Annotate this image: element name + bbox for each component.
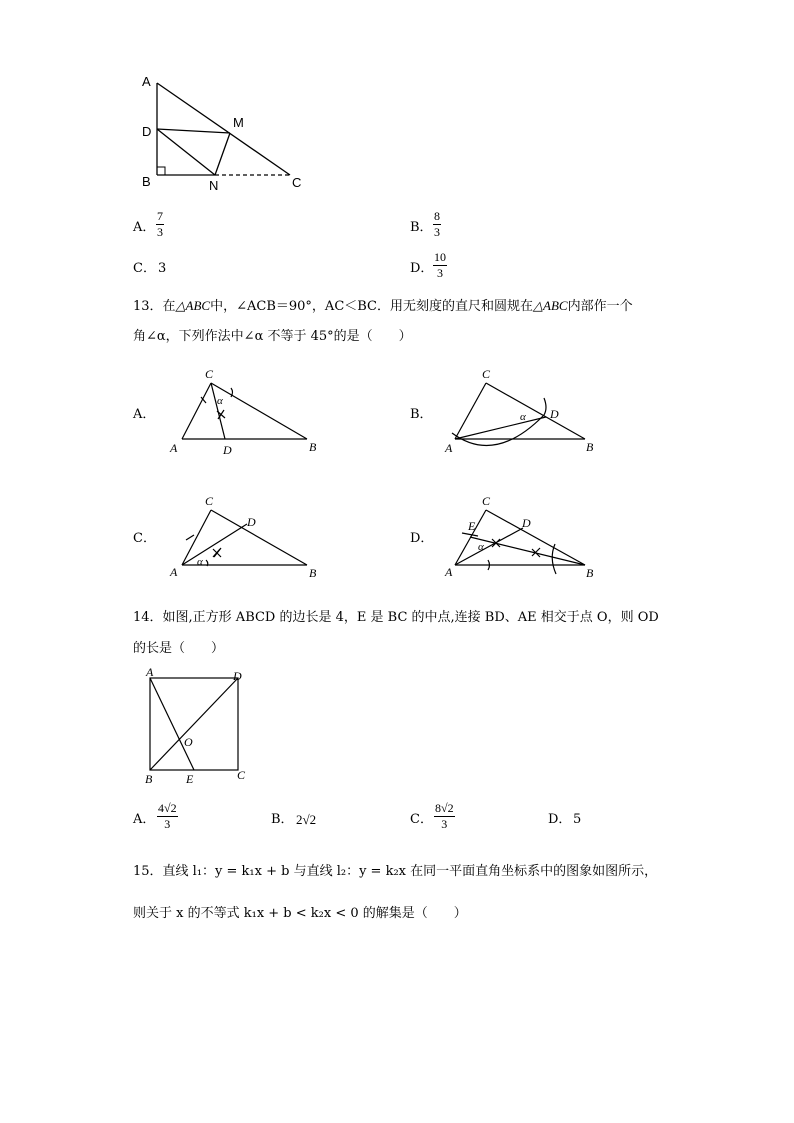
label-O: O <box>184 735 193 749</box>
q12-label-A: A <box>142 74 151 89</box>
q15-stem-line2: 则关于 x 的不等式 k₁x + b < k₂x < 0 的解集是（ ） <box>133 906 467 921</box>
q14-option-C-letter: C． <box>410 812 433 827</box>
q13-figure-D <box>440 494 610 584</box>
q12-option-B-fraction <box>433 210 441 239</box>
q12-option-A-fraction <box>156 210 164 239</box>
q13-figure-B <box>440 367 610 460</box>
cross-mark <box>217 410 225 419</box>
side-CB <box>211 383 307 439</box>
label-E: E <box>468 519 476 533</box>
label-C: C <box>482 367 491 381</box>
label-D: D <box>233 669 242 683</box>
label-A: A <box>445 441 453 455</box>
q13-figure-A <box>165 367 325 460</box>
q13-figure-C <box>165 494 325 584</box>
q12-label-N: N <box>209 178 219 193</box>
label-A: A <box>170 565 178 579</box>
q12-label-D: D <box>142 124 152 139</box>
q13-option-B-letter: B． <box>410 407 433 422</box>
q15-stem-line1: 15．直线 l₁：y = k₁x + b 与直线 l₂：y = k₂x 在同一平面直角坐标系中的图象如图所示， <box>133 864 658 879</box>
label-alpha: α <box>197 556 203 568</box>
arc-mark-E <box>462 533 478 536</box>
q14-option-B-letter: B． <box>271 812 294 827</box>
q12-option-D-letter: D． <box>410 261 434 276</box>
q13-stem-line2: 角∠α，下列作法中∠α 不等于 45°的是（ ） <box>133 329 412 344</box>
side-AC <box>182 383 211 439</box>
label-alpha: α <box>520 411 526 423</box>
q13-stem-line1 <box>133 298 633 315</box>
label-alpha: α <box>217 395 223 407</box>
label-A: A <box>146 665 154 679</box>
label-C: C <box>482 494 491 508</box>
arc-mark-1 <box>186 535 194 540</box>
denominator: 3 <box>441 817 448 831</box>
q14-option-B-value: 2√2 <box>296 812 317 827</box>
q14-option-C-fraction <box>434 802 455 831</box>
q12-option-D-fraction <box>433 251 447 280</box>
denominator: 3 <box>157 225 163 239</box>
label-B: B <box>309 440 317 454</box>
q14-figure <box>140 664 260 789</box>
q12-option-B-letter: B． <box>410 220 433 235</box>
q12-option-C-letter: C． <box>133 261 156 276</box>
q12-figure <box>130 68 330 198</box>
q14-stem-line1: 14．如图,正方形 ABCD 的边长是 4，E 是 BC 的中点,连接 BD、AE 相交于点 O，则 OD <box>133 610 659 625</box>
q12-option-A-letter: A． <box>133 220 156 235</box>
segment-DM <box>157 129 230 133</box>
numerator: 8 <box>434 209 440 223</box>
side-AC <box>455 383 486 439</box>
q14-option-A-fraction <box>157 802 178 831</box>
denominator: 3 <box>437 266 443 280</box>
label-C: C <box>205 367 214 381</box>
side-CB <box>486 383 585 439</box>
right-angle-mark <box>157 167 165 175</box>
numerator: 4√2 <box>158 801 177 815</box>
label-C: C <box>205 494 214 508</box>
q12-label-C: C <box>292 175 302 190</box>
label-D: D <box>550 407 559 421</box>
q14-option-D-letter: D． <box>548 812 572 827</box>
q13-triangle: △ABC <box>175 298 211 313</box>
q12-label-M: M <box>233 115 244 130</box>
segment-DN <box>157 129 215 175</box>
q13-option-D-letter: D． <box>410 531 434 546</box>
label-E: E <box>186 772 194 786</box>
q12-option-C-value: 3 <box>158 261 167 276</box>
side-CB <box>486 510 585 565</box>
arc <box>452 398 546 445</box>
q14-option-A-letter: A． <box>133 812 156 827</box>
label-A: A <box>445 565 453 579</box>
segment-AD <box>182 524 247 565</box>
label-B: B <box>145 772 153 786</box>
segment-EB <box>470 537 585 565</box>
q13-prefix: 13．在 <box>133 299 176 314</box>
segment-AE <box>150 678 194 770</box>
q13-triangle-2: △ABC <box>533 298 568 313</box>
segment-MN <box>215 133 230 175</box>
label-A: A <box>170 441 178 455</box>
q14-stem-line2: 的长是（ ） <box>133 641 225 656</box>
label-C: C <box>237 768 246 782</box>
segment-AC <box>157 83 290 175</box>
label-B: B <box>309 566 317 580</box>
arc-mark-2 <box>231 388 233 397</box>
label-alpha: α <box>478 541 484 553</box>
numerator: 8√2 <box>435 801 454 815</box>
label-D: D <box>522 516 531 530</box>
q12-label-B: B <box>142 174 151 189</box>
numerator: 7 <box>157 209 163 223</box>
denominator: 3 <box>434 225 440 239</box>
segment-AD <box>455 417 546 439</box>
q14-option-D-value: 5 <box>573 812 582 827</box>
label-D: D <box>247 515 256 529</box>
label-D: D <box>223 443 232 457</box>
q13-option-C-letter: C． <box>133 531 156 546</box>
numerator: 10 <box>434 250 446 264</box>
denominator: 3 <box>164 817 171 831</box>
q13-mid: 中，∠ACB＝90°，AC＜BC．用无刻度的直尺和圆规在 <box>210 299 534 314</box>
label-B: B <box>586 440 594 454</box>
diagonal-BD <box>150 678 238 770</box>
label-B: B <box>586 566 594 580</box>
q13-option-A-letter: A． <box>133 407 156 422</box>
q13-end: 内部作一个 <box>567 299 633 314</box>
